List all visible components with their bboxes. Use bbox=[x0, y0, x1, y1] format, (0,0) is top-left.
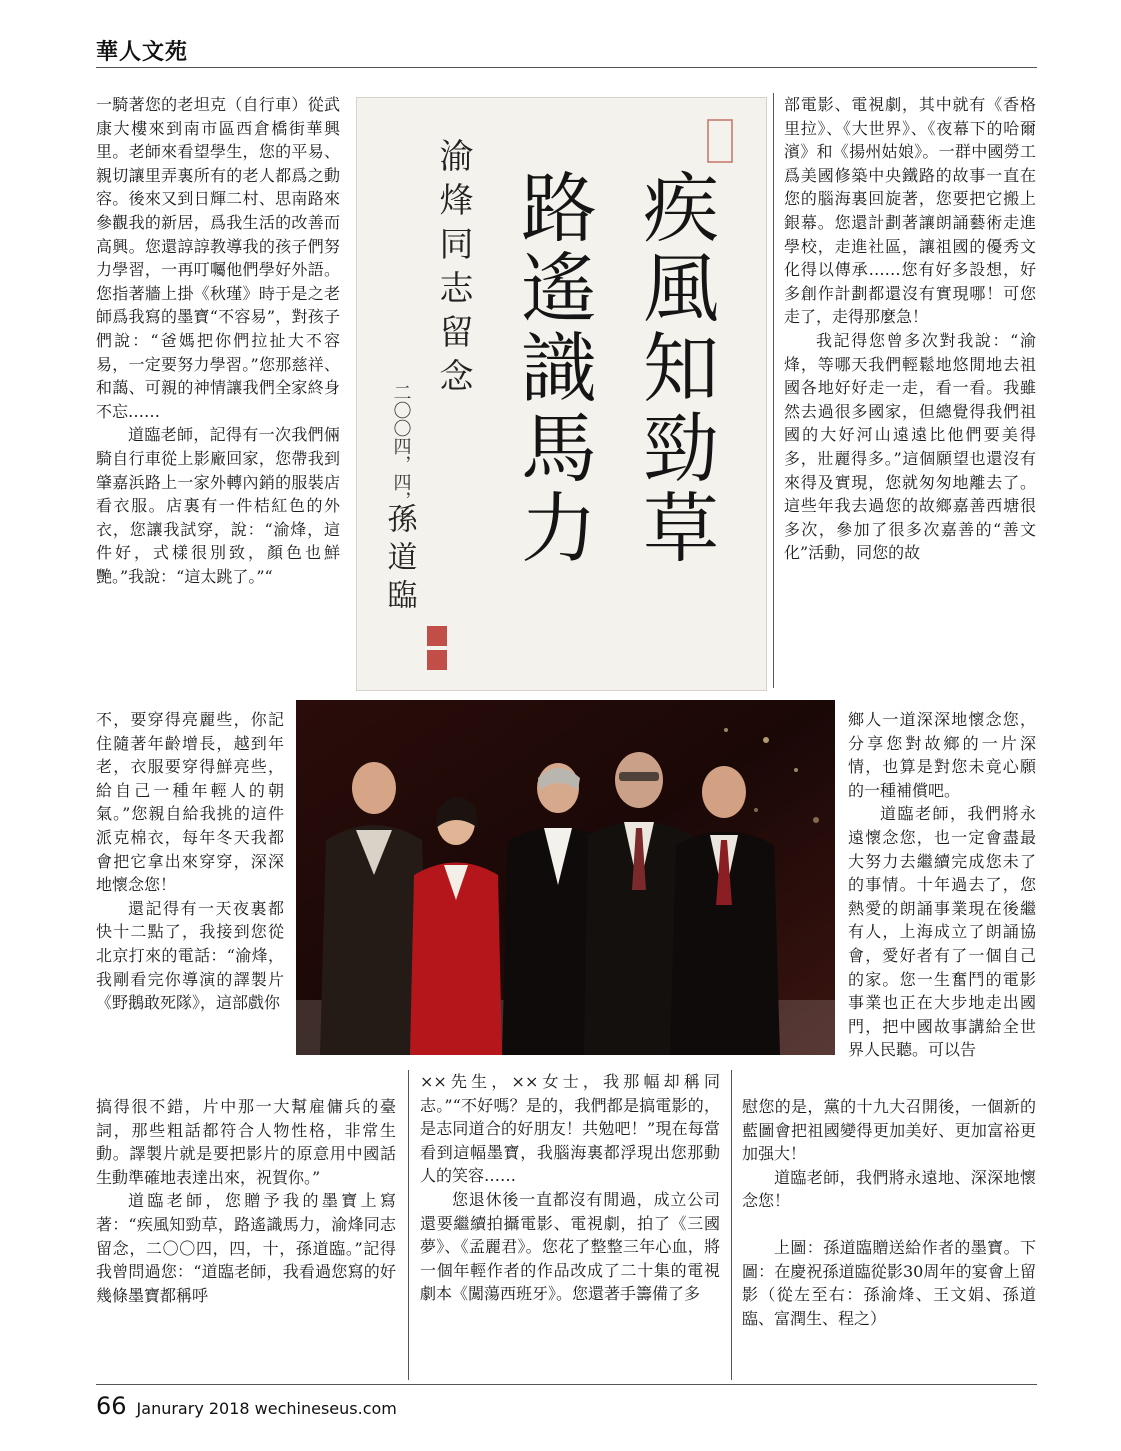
calligraphy-line-1: 疾風知勁草 bbox=[630, 168, 720, 568]
column-1-top bbox=[96, 93, 340, 588]
footer-date-site: Janurary 2018 wechineseus.com bbox=[136, 1399, 397, 1418]
paragraph: 我記得您曾多次對我說：“渝烽，等哪天我們輕鬆地悠閒地去祖國各地好好走一走，看一看。我雖然去過很多國家，但總覺得我們祖國的大好河山遠遠比他們要美得多，壯麗得多。”這個願望也還沒有來得及實現，您就匆匆地離去了。這些年我去過您的故鄉嘉善西塘很多次，參加了很多次嘉善的“善文化”活動，同您的故 bbox=[784, 330, 1036, 563]
header-rule bbox=[96, 67, 1037, 68]
paragraph: 一騎著您的老坦克（自行車）從武康大樓來到南市區西倉橋街華興里。老師來看望學生，您的平易、親切讓里弄裏所有的老人都爲之動容。後來又到日輝二村、思南路來參觀我的新居，爲我生活的改善而高興。您還諄諄教導我的孩子們努力學習，一再叮囑他們學好外語。您指著牆上掛《秋瑾》時于是之老師爲我寫的墨寶“不容易”，對孩子們說：“爸媽把你們拉扯大不容易，一定要努力學習。”您那慈祥、和藹、可親的神情讓我們全家終身不忘…… bbox=[96, 95, 340, 421]
paragraph: 道臨老師，我們將永遠懷念您，也一定會盡最大努力去繼續完成您未了的事情。十年過去了，您熱愛的朗誦事業現在後繼有人，上海成立了朗誦協會，愛好者有了一個自己的家。您一生奮鬥的電影事業也正在大步地走出國門，把中國故事講給全世界人民聽。可以告 bbox=[848, 804, 1036, 1060]
page-footer bbox=[96, 1392, 397, 1420]
paragraph: 鄉人一道深深地懷念您，分享您對故鄉的一片深情，也算是對您未竟心願的一種補償吧。 bbox=[848, 710, 1036, 800]
calligraphy-date: 二〇〇四，四，十 bbox=[390, 383, 412, 527]
paragraph: ××先生，××女士，我那幅却稱同志。”“不好嗎？是的，我們都是搞電影的，是志同道合的好朋友！共勉吧！”現在每當看到這幅墨寶，我腦海裏都浮現出您那動人的笑容…… bbox=[420, 1072, 720, 1186]
calligraphy-signature: 孫道臨 bbox=[381, 503, 417, 617]
column-3-narrow bbox=[848, 708, 1036, 1062]
calligraphy-image bbox=[356, 97, 767, 691]
paragraph: 不，要穿得亮麗些，你記住隨著年齡增長，越到年老，衣服要穿得鮮亮些，給自己一種年輕人的朝氣。”您親自給我挑的這件派克棉衣，每年冬天我都會把它拿出來穿穿，深深地懷念您！ bbox=[96, 710, 284, 895]
column-divider bbox=[408, 1070, 409, 1380]
column-1-narrow bbox=[96, 708, 284, 1015]
paragraph: 慰您的是，黨的十九大召開後，一個新的藍圖會把祖國變得更加美好、更加富裕更加强大！ bbox=[742, 1097, 1036, 1164]
column-3-top bbox=[784, 93, 1036, 565]
paragraph: 搞得很不錯，片中那一大幫雇傭兵的臺詞，那些粗話都符合人物性格，非常生動。譯製片就是要把影片的原意用中國話生動準確地表達出來，祝賀你。” bbox=[96, 1097, 396, 1187]
paragraph: 還記得有一天夜裏都快十二點了，我接到您從北京打來的電話：“渝烽，我剛看完你導演的譯製片《野鵝敢死隊》，這部戲你 bbox=[96, 898, 284, 1013]
paragraph: 您退休後一直都沒有閒過，成立公司還要繼續拍攝電影、電視劇，拍了《三國夢》、《孟麗君》。您花了整整三年心血，將一個年輕作者的作品改成了二十集的電視劇本《闖蕩西班牙》。您還著手籌備了多 bbox=[420, 1189, 720, 1304]
photo-caption: 上圖：孫道臨贈送給作者的墨寶。下圖：在慶祝孫道臨從影30周年的宴會上留影（從左至右：孫渝烽、王文娟、孫道臨、富潤生、程之） bbox=[742, 1237, 1036, 1328]
column-1-bottom bbox=[96, 1095, 396, 1307]
paragraph: 道臨老師，我們將永遠地、深深地懷念您！ bbox=[742, 1167, 1036, 1211]
column-3-bottom bbox=[742, 1095, 1036, 1330]
section-title: 華人文苑 bbox=[96, 40, 189, 65]
footer-rule bbox=[96, 1384, 1037, 1385]
page-number: 66 bbox=[96, 1392, 127, 1420]
column-divider bbox=[731, 1070, 732, 1380]
paragraph: 部電影、電視劇，其中就有《香格里拉》、《大世界》、《夜幕下的哈爾濱》和《揚州姑娘》。一群中國勞工爲美國修築中央鐵路的故事一直在您的腦海裏回旋著，您要把它搬上銀幕。您還計劃著讓朗誦藝術走進學校，走進社區，讓祖國的優秀文化得以傳承……您有好多設想，好多創作計劃都還沒有實現哪！可您走了，走得那麼急！ bbox=[784, 95, 1036, 327]
paragraph: 道臨老師，記得有一次我們倆騎自行車從上影廠回家，您帶我到肇嘉浜路上一家外轉內銷的服裝店看衣服。店裏有一件桔紅色的外衣，您讓我試穿，說：“渝烽，這件好，式樣很別致，顏色也鮮艷。”我說：“這太跳了。”“ bbox=[96, 425, 340, 586]
calligraphy-line-2: 路遙識馬力 bbox=[508, 168, 598, 568]
calligraphy-dedication: 渝烽同志留念 bbox=[433, 138, 473, 402]
paragraph: 道臨老師，您贈予我的墨寶上寫著：“疾風知勁草，路遙識馬力，渝烽同志留念，二〇〇四，四，十，孫道臨。”記得我曾問過您：“道臨老師，我看過您寫的好幾條墨寶都稱呼 bbox=[96, 1191, 396, 1305]
column-2-bottom bbox=[420, 1070, 720, 1306]
banquet-photo bbox=[296, 700, 835, 1055]
column-divider bbox=[773, 93, 774, 688]
